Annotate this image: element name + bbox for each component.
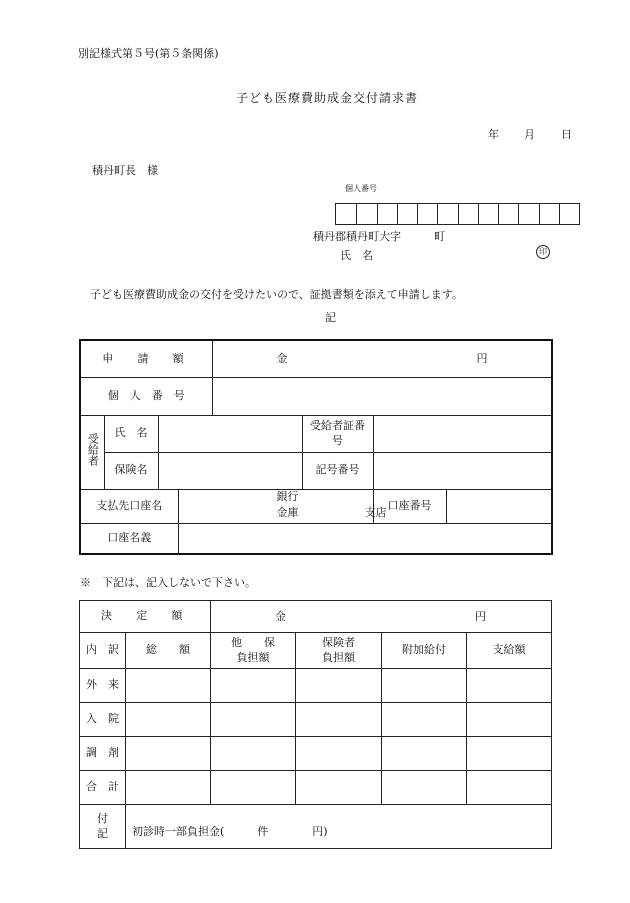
date-day: 日 bbox=[561, 128, 572, 141]
cell[interactable] bbox=[467, 669, 552, 703]
statement: 子ども医療費助成金の交付を受けたいので、証拠書類を添えて申請します。 bbox=[90, 288, 463, 301]
bank-label: 銀行 bbox=[276, 489, 299, 503]
yen-label: 円 bbox=[476, 352, 488, 365]
cell[interactable] bbox=[126, 771, 211, 805]
cell[interactable] bbox=[211, 737, 296, 771]
row-label: 調 剤 bbox=[80, 737, 126, 771]
branch-label: 支店 bbox=[364, 505, 387, 519]
cell[interactable] bbox=[467, 737, 552, 771]
applicant-name-label: 氏 名 bbox=[340, 249, 373, 262]
cell[interactable] bbox=[296, 771, 382, 805]
cell[interactable] bbox=[467, 771, 552, 805]
date-year: 年 bbox=[488, 128, 499, 141]
holder-field[interactable] bbox=[178, 523, 552, 554]
row-label: 入 院 bbox=[80, 703, 126, 737]
cell[interactable] bbox=[296, 737, 382, 771]
cell[interactable] bbox=[382, 669, 467, 703]
cell[interactable] bbox=[382, 737, 467, 771]
account-no-label: 口座番号 bbox=[373, 489, 446, 523]
apply-amount-field[interactable] bbox=[212, 340, 552, 377]
cell[interactable] bbox=[211, 669, 296, 703]
cell[interactable] bbox=[382, 703, 467, 737]
cell[interactable] bbox=[126, 737, 211, 771]
decided-yen-label: 円 bbox=[475, 610, 486, 623]
footer-label: 付 記 bbox=[80, 805, 126, 849]
note: ※ 下記は、記入しないで下さい。 bbox=[80, 576, 256, 589]
form-number: 別記様式第５号(第５条関係) bbox=[78, 47, 219, 60]
cell[interactable] bbox=[296, 669, 382, 703]
row-label: 合 計 bbox=[80, 771, 126, 805]
addressee: 積丹町長 様 bbox=[92, 164, 158, 177]
cell[interactable] bbox=[382, 771, 467, 805]
cell[interactable] bbox=[296, 703, 382, 737]
applicant-my-number-boxes[interactable] bbox=[335, 203, 580, 225]
col-header: 内 訳 bbox=[80, 633, 126, 669]
cert-no-label: 受給者証番号 bbox=[302, 415, 373, 452]
date-month: 月 bbox=[524, 128, 535, 141]
ki-label: 記 bbox=[325, 311, 336, 324]
col-header: 支給額 bbox=[467, 633, 552, 669]
applicant-address: 積丹郡積丹町大字 町 bbox=[313, 230, 445, 243]
seal-mark: 印 bbox=[536, 245, 550, 259]
my-number-boxes[interactable] bbox=[212, 377, 552, 415]
cell[interactable] bbox=[211, 771, 296, 805]
cell[interactable] bbox=[126, 669, 211, 703]
account-label: 支払先口座名 bbox=[80, 489, 178, 523]
form-title: 子ども医療費助成金交付請求書 bbox=[236, 91, 419, 105]
col-header: 総 額 bbox=[126, 633, 211, 669]
application-table bbox=[79, 339, 553, 555]
cell[interactable] bbox=[467, 703, 552, 737]
symbol-no-field[interactable] bbox=[373, 452, 552, 489]
cert-no-field[interactable] bbox=[373, 415, 552, 452]
recipient-name-label: 氏 名 bbox=[104, 415, 158, 452]
row-label: 外 来 bbox=[80, 669, 126, 703]
col-header: 保険者 負担額 bbox=[296, 633, 382, 669]
bank-field[interactable] bbox=[178, 489, 387, 523]
shinkin-label: 金庫 bbox=[276, 505, 299, 519]
my-number-label: 個 人 番 号 bbox=[80, 377, 212, 415]
recipient-name-field[interactable] bbox=[158, 415, 302, 452]
cell[interactable] bbox=[211, 703, 296, 737]
recipient-label: 受給者 bbox=[80, 415, 104, 489]
decided-kin-label: 金 bbox=[275, 610, 286, 623]
col-header: 附加給付 bbox=[382, 633, 467, 669]
footer-text: 初診時一部負担金( 件 円) bbox=[126, 805, 552, 849]
decision-table bbox=[79, 600, 552, 849]
insurance-label: 保険名 bbox=[104, 452, 158, 489]
apply-amount-label: 申 請 額 bbox=[80, 340, 212, 377]
symbol-no-label: 記号番号 bbox=[302, 452, 373, 489]
col-header: 他 保 負担額 bbox=[211, 633, 296, 669]
account-no-field[interactable] bbox=[446, 489, 552, 523]
insurance-field[interactable] bbox=[158, 452, 302, 489]
cell[interactable] bbox=[126, 703, 211, 737]
applicant-my-number-label: 個人番号 bbox=[345, 184, 377, 193]
kin-label: 金 bbox=[276, 352, 288, 365]
holder-label: 口座名義 bbox=[80, 523, 178, 554]
decided-amount-field[interactable] bbox=[211, 601, 552, 633]
decided-amount-label: 決 定 額 bbox=[80, 601, 211, 633]
